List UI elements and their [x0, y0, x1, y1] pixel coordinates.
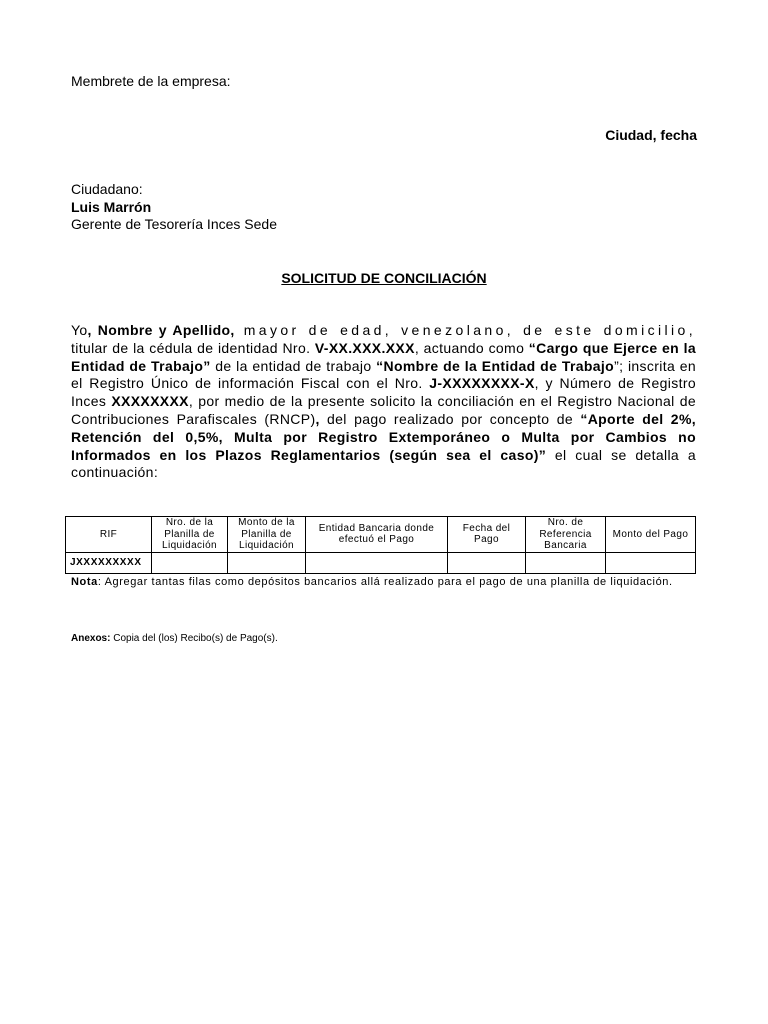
body-bold-segment: , Nombre y Apellido,	[87, 322, 235, 338]
letterhead-placeholder: Membrete de la empresa:	[71, 73, 231, 89]
table-cell: JXXXXXXXXX	[66, 552, 152, 573]
column-header: Nro. de Referencia Bancaria	[526, 517, 606, 553]
annex-text: Copia del (los) Recibo(s) de Pago(s).	[110, 633, 278, 644]
document-title: SOLICITUD DE CONCILIACIÓN	[281, 270, 487, 286]
addressee-name: Luis Marrón	[71, 198, 152, 215]
table-cell	[306, 552, 448, 573]
table-cell	[606, 552, 696, 573]
payments-table	[65, 516, 696, 574]
addressee-position: Gerente de Tesorería Inces Sede	[71, 216, 277, 233]
table-row	[66, 552, 696, 573]
body-paragraph	[71, 322, 696, 482]
table-cell	[448, 552, 526, 573]
column-header: Monto del Pago	[606, 517, 696, 553]
body-text-segment: Yo	[71, 322, 88, 338]
addressee-block	[71, 181, 277, 234]
salutation: Ciudadano:	[71, 181, 143, 197]
body-text-segment: del pago realizado por concepto de	[319, 410, 581, 427]
table-cell	[152, 552, 228, 573]
table-header-row	[66, 517, 696, 553]
body-text-segment: mayor de edad, venezolano, de este domicilio,	[234, 322, 696, 338]
job-title-placeholder: “Cargo que Ejerce en la Entidad de Trabajo”	[71, 339, 697, 374]
annexes	[71, 633, 278, 644]
annex-label: Anexos:	[71, 633, 111, 644]
table-cell	[526, 552, 606, 573]
id-number: V-XX.XXX.XXX	[314, 339, 415, 356]
inces-registry-number: XXXXXXXX	[111, 393, 189, 410]
table-cell	[228, 552, 306, 573]
column-header: Nro. de la Planilla de Liquidación	[152, 517, 228, 553]
column-header: Fecha del Pago	[448, 517, 526, 553]
column-header: Entidad Bancaria donde efectuó el Pago	[306, 517, 448, 553]
body-bold-segment: ,	[315, 410, 320, 427]
column-header: Monto de la Planilla de Liquidación	[228, 517, 306, 553]
column-header: RIF	[66, 517, 152, 553]
note-label: Nota	[71, 576, 98, 588]
table-note	[71, 576, 696, 590]
payment-concept: “Aporte del 2%, Retención del 0,5%, Multa por Registro Extemporáneo o Multa por Cambios no Informados en los Plazos Reglamentarios (según sea el caso)”	[71, 410, 696, 463]
body-text-segment: , y Número de Registro Inces	[71, 375, 696, 410]
company-name-placeholder: “Nombre de la Entidad de Trabajo	[376, 357, 615, 374]
place-date: Ciudad, fecha	[605, 127, 697, 143]
body-text-segment: el cual se detalla a continuación:	[71, 446, 696, 481]
rif-number: J-XXXXXXXX-X	[429, 375, 535, 392]
note-text: : Agregar tantas filas como depósitos bancarios allá realizado para el pago de una planilla de liquidación.	[97, 576, 673, 588]
body-text-segment: , por medio de la presente solicito la conciliación en el Registro Nacional de Contribuciones Parafiscales (RNCP)	[71, 393, 696, 427]
body-text-segment: de la entidad de trabajo	[210, 357, 377, 374]
body-text-segment: titular de la cédula de identidad Nro.	[71, 339, 315, 356]
body-text-segment: ”; inscrita en el Registro Único de información Fiscal con el Nro.	[71, 357, 696, 392]
body-text-segment: , actuando como	[414, 339, 529, 356]
